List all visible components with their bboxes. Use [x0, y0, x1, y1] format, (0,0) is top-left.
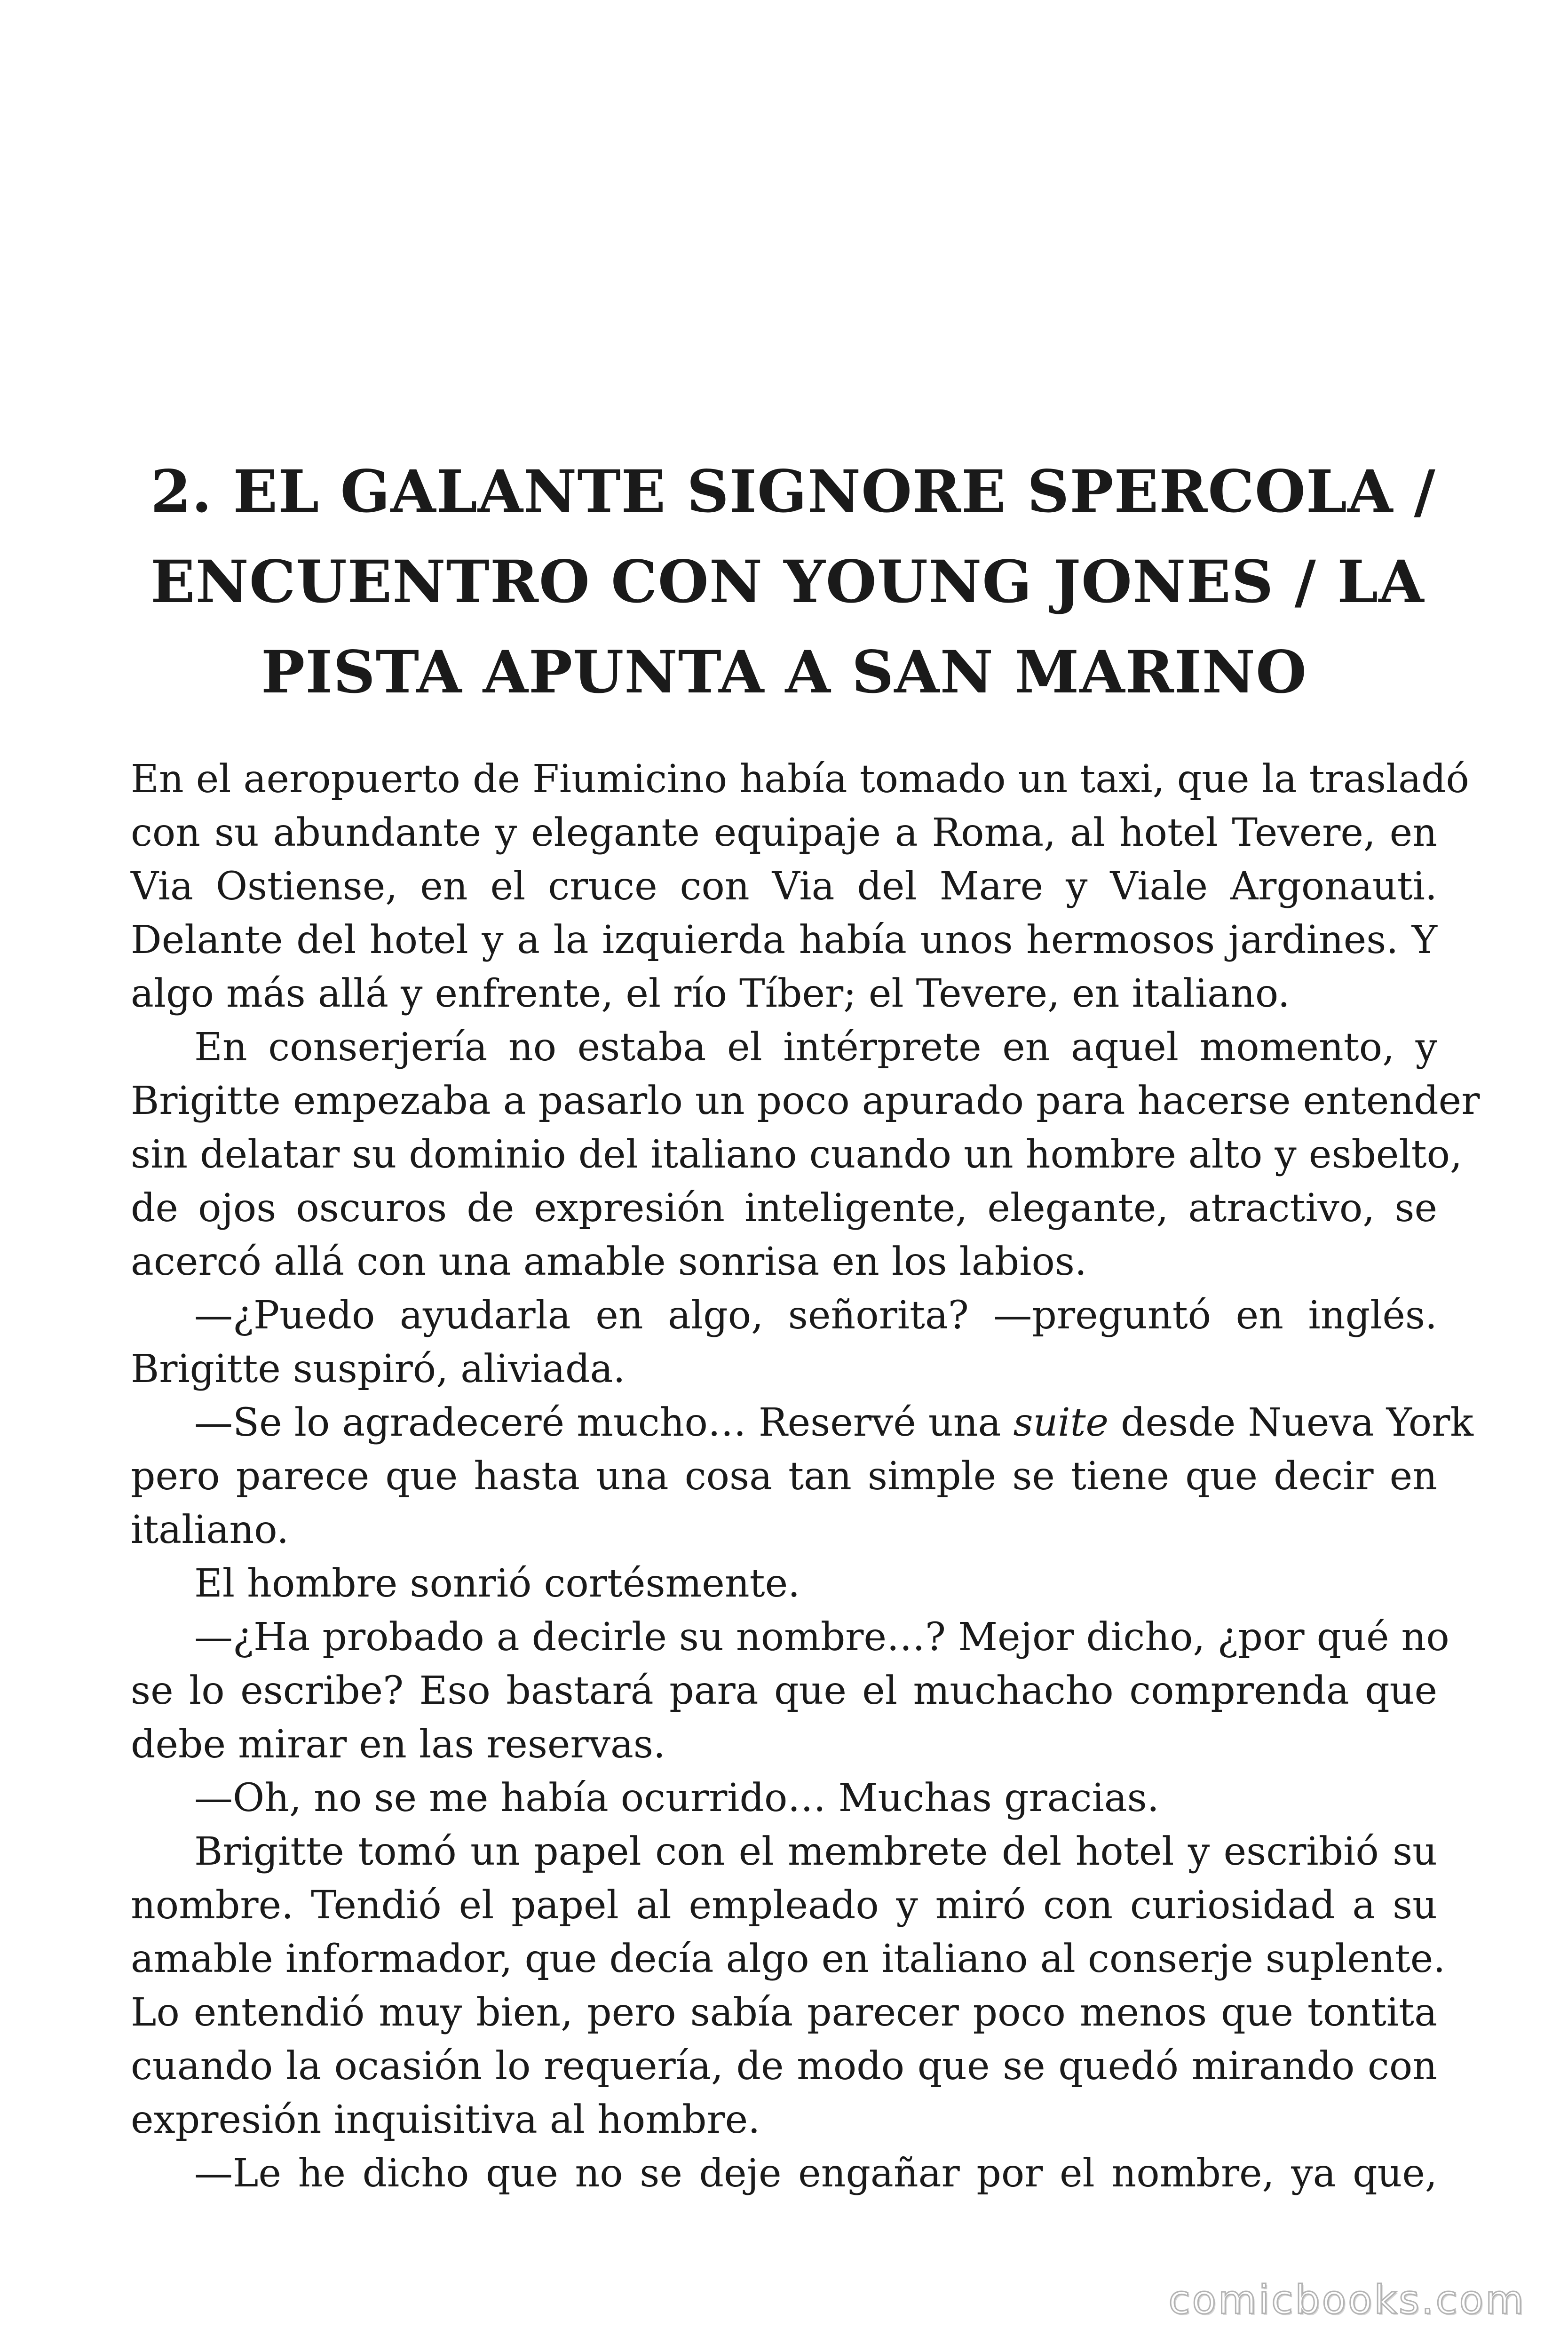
- text-line: de ojos oscuros de expresión inteligente, elegante, atractivo, se: [131, 1186, 1437, 1231]
- text-line: —¿Puedo ayudarla en algo, señorita? —preguntó en inglés.: [194, 1293, 1437, 1338]
- text-line: —Oh, no se me había ocurrido… Muchas gracias.: [194, 1776, 1159, 1820]
- text-line: nombre. Tendió el papel al empleado y miró con curiosidad a su: [131, 1883, 1437, 1928]
- text-line: Delante del hotel y a la izquierda había unos hermosos jardines. Y: [131, 918, 1437, 962]
- chapter-title-line: ENCUENTRO CON YOUNG JONES / LA: [150, 548, 1425, 616]
- text-line: se lo escribe? Eso bastará para que el muchacho comprenda que: [131, 1669, 1437, 1713]
- watermark-logo: comicbooks.com: [1168, 2277, 1526, 2323]
- text-line: Brigitte tomó un papel con el membrete del hotel y escribió su: [194, 1829, 1437, 1874]
- text-line: Via Ostiense, en el cruce con Via del Mare y Viale Argonauti.: [131, 864, 1437, 909]
- text-line: cuando la ocasión lo requería, de modo que se quedó mirando con: [131, 2044, 1437, 2089]
- paragraph: [131, 1772, 1437, 1825]
- text-line: —Se lo agradeceré mucho… Reservé una suite desde Nueva York: [194, 1400, 1473, 1445]
- paragraph: [131, 1021, 1480, 1289]
- paragraph: [131, 1396, 1473, 1557]
- text-line: debe mirar en las reservas.: [131, 1722, 665, 1767]
- paragraph: [131, 753, 1469, 1021]
- text-line: italiano.: [131, 1508, 289, 1552]
- text-line: pero parece que hasta una cosa tan simple se tiene que decir en: [131, 1454, 1437, 1499]
- text-line: Lo entendió muy bien, pero sabía parecer poco menos que tontita: [131, 1990, 1437, 2035]
- chapter-title-line: 2. EL GALANTE SIGNORE SPERCOLA /: [150, 458, 1436, 526]
- text-line: En el aeropuerto de Fiumicino había tomado un taxi, que la trasladó: [131, 757, 1469, 802]
- text-line: Brigitte suspiró, aliviada.: [131, 1347, 626, 1391]
- text-line: El hombre sonrió cortésmente.: [194, 1561, 800, 1606]
- text-line: En conserjería no estaba el intérprete en aquel momento, y: [194, 1025, 1437, 1070]
- paragraph: [131, 2147, 1437, 2201]
- paragraph: [131, 1611, 1449, 1772]
- italic-word: suite: [1013, 1400, 1109, 1445]
- chapter-title-line: PISTA APUNTA A SAN MARINO: [261, 638, 1307, 707]
- chapter-title: [150, 447, 1436, 718]
- text-line: amable informador, que decía algo en italiano al conserje suplente.: [131, 1937, 1446, 1981]
- text-line: Brigitte empezaba a pasarlo un poco apurado para hacerse entender: [131, 1079, 1480, 1123]
- chapter-body-text: [131, 753, 1480, 2201]
- text-line: expresión inquisitiva al hombre.: [131, 2098, 760, 2142]
- text-line: —Le he dicho que no se deje engañar por el nombre, ya que,: [194, 2151, 1437, 2196]
- text-line: —¿Ha probado a decirle su nombre…? Mejor dicho, ¿por qué no: [194, 1615, 1449, 1660]
- text-line: algo más allá y enfrente, el río Tíber; el Tevere, en italiano.: [131, 971, 1290, 1016]
- text-line: con su abundante y elegante equipaje a Roma, al hotel Tevere, en: [131, 810, 1437, 855]
- paragraph: [131, 1825, 1446, 2147]
- paragraph: [131, 1557, 1437, 1611]
- paragraph: [131, 1289, 1437, 1396]
- text-line: sin delatar su dominio del italiano cuando un hombre alto y esbelto,: [131, 1132, 1463, 1177]
- text-line: acercó allá con una amable sonrisa en los labios.: [131, 1240, 1087, 1284]
